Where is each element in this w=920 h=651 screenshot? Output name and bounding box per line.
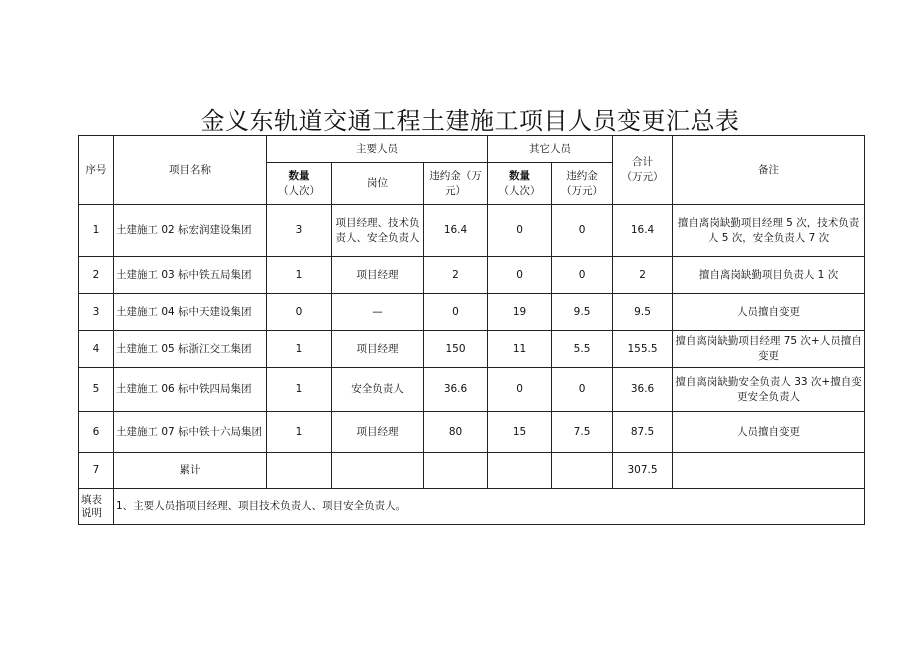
- cell-empty: [424, 453, 488, 489]
- cell-other-count: 0: [488, 257, 552, 294]
- header-other-penalty-unit: （万元）: [561, 184, 604, 197]
- header-total: [613, 136, 673, 205]
- cell-other-penalty: 5.5: [552, 331, 613, 368]
- header-total-unit: （万元）: [621, 171, 664, 183]
- cell-empty: [332, 453, 424, 489]
- cell-main-count: 1: [267, 331, 332, 368]
- cell-project-name: 土建施工 02 标宏润建设集团: [114, 205, 267, 257]
- cell-other-penalty: 0: [552, 368, 613, 412]
- cell-empty: [673, 453, 865, 489]
- cell-remark: 人员擅自变更: [673, 412, 865, 453]
- cell-total: 36.6: [613, 368, 673, 412]
- cell-post: 安全负责人: [332, 368, 424, 412]
- cell-post: 项目经理: [332, 257, 424, 294]
- header-remark: 备注: [673, 136, 865, 205]
- cell-other-penalty: 0: [552, 205, 613, 257]
- cell-project-name: 土建施工 05 标浙江交工集团: [114, 331, 267, 368]
- cell-main-penalty: 36.6: [424, 368, 488, 412]
- note-row: [79, 489, 865, 525]
- cell-main-penalty: 2: [424, 257, 488, 294]
- cell-empty: [488, 453, 552, 489]
- cell-other-penalty: 9.5: [552, 294, 613, 331]
- cell-remark: 擅自离岗缺勤项目负责人 1 次: [673, 257, 865, 294]
- cell-summary-total: 307.5: [613, 453, 673, 489]
- summary-table: [78, 135, 865, 525]
- cell-other-count: 15: [488, 412, 552, 453]
- cell-other-count: 19: [488, 294, 552, 331]
- cell-total: 9.5: [613, 294, 673, 331]
- cell-main-count: 1: [267, 368, 332, 412]
- cell-main-count: 3: [267, 205, 332, 257]
- cell-empty: [267, 453, 332, 489]
- note-label: 填表说明: [79, 489, 114, 525]
- cell-seq: 6: [79, 412, 114, 453]
- header-project-name: 项目名称: [114, 136, 267, 205]
- cell-seq: 7: [79, 453, 114, 489]
- cell-main-count: 1: [267, 412, 332, 453]
- note-text: 1、主要人员指项目经理、项目技术负责人、项目安全负责人。: [114, 489, 865, 525]
- cell-post: —: [332, 294, 424, 331]
- cell-seq: 1: [79, 205, 114, 257]
- header-other-count-label: 数量: [509, 169, 531, 182]
- cell-main-penalty: 16.4: [424, 205, 488, 257]
- header-total-label: 合计: [632, 156, 654, 168]
- cell-seq: 4: [79, 331, 114, 368]
- cell-main-penalty: 80: [424, 412, 488, 453]
- cell-remark: 擅自离岗缺勤项目经理 5 次，技术负责人 5 次，安全负责人 7 次: [673, 205, 865, 257]
- header-main-count-unit: （人次）: [278, 184, 320, 197]
- cell-other-count: 0: [488, 368, 552, 412]
- cell-total: 16.4: [613, 205, 673, 257]
- table-row: [79, 257, 865, 294]
- cell-project-name: 土建施工 04 标中天建设集团: [114, 294, 267, 331]
- table-row: [79, 294, 865, 331]
- cell-remark: 擅自离岗缺勤安全负责人 33 次+擅自变更安全负责人: [673, 368, 865, 412]
- cell-project-name: 土建施工 03 标中铁五局集团: [114, 257, 267, 294]
- table-row: [79, 205, 865, 257]
- cell-seq: 5: [79, 368, 114, 412]
- cell-remark: 擅自离岗缺勤项目经理 75 次+人员擅自变更: [673, 331, 865, 368]
- cell-seq: 3: [79, 294, 114, 331]
- table-row: [79, 412, 865, 453]
- table-row: [79, 331, 865, 368]
- header-main-count: [267, 163, 332, 205]
- cell-summary-label: 累计: [114, 453, 267, 489]
- page-title: 金义东轨道交通工程土建施工项目人员变更汇总表: [200, 107, 740, 135]
- cell-total: 87.5: [613, 412, 673, 453]
- cell-empty: [552, 453, 613, 489]
- header-main-staff: 主要人员: [267, 136, 488, 163]
- cell-main-count: 0: [267, 294, 332, 331]
- header-other-penalty: [552, 163, 613, 205]
- cell-project-name: 土建施工 07 标中铁十六局集团: [114, 412, 267, 453]
- cell-project-name: 土建施工 06 标中铁四局集团: [114, 368, 267, 412]
- cell-other-penalty: 0: [552, 257, 613, 294]
- cell-post: 项目经理、技术负责人、安全负责人: [332, 205, 424, 257]
- header-other-staff: 其它人员: [488, 136, 613, 163]
- header-other-count: [488, 163, 552, 205]
- cell-remark: 人员擅自变更: [673, 294, 865, 331]
- cell-other-count: 11: [488, 331, 552, 368]
- cell-main-penalty: 150: [424, 331, 488, 368]
- header-other-penalty-label: 违约金: [566, 169, 598, 182]
- header-other-count-unit: （人次）: [498, 184, 541, 197]
- cell-main-count: 1: [267, 257, 332, 294]
- cell-post: 项目经理: [332, 412, 424, 453]
- cell-other-count: 0: [488, 205, 552, 257]
- header-post: 岗位: [332, 163, 424, 205]
- cell-seq: 2: [79, 257, 114, 294]
- cell-total: 2: [613, 257, 673, 294]
- cell-post: 项目经理: [332, 331, 424, 368]
- summary-row: [79, 453, 865, 489]
- cell-main-penalty: 0: [424, 294, 488, 331]
- header-row-1: [79, 136, 865, 163]
- cell-other-penalty: 7.5: [552, 412, 613, 453]
- cell-total: 155.5: [613, 331, 673, 368]
- table-row: [79, 368, 865, 412]
- header-main-count-label: 数量: [288, 169, 310, 182]
- header-seq: 序号: [79, 136, 114, 205]
- header-main-penalty: 违约金（万元）: [424, 163, 488, 205]
